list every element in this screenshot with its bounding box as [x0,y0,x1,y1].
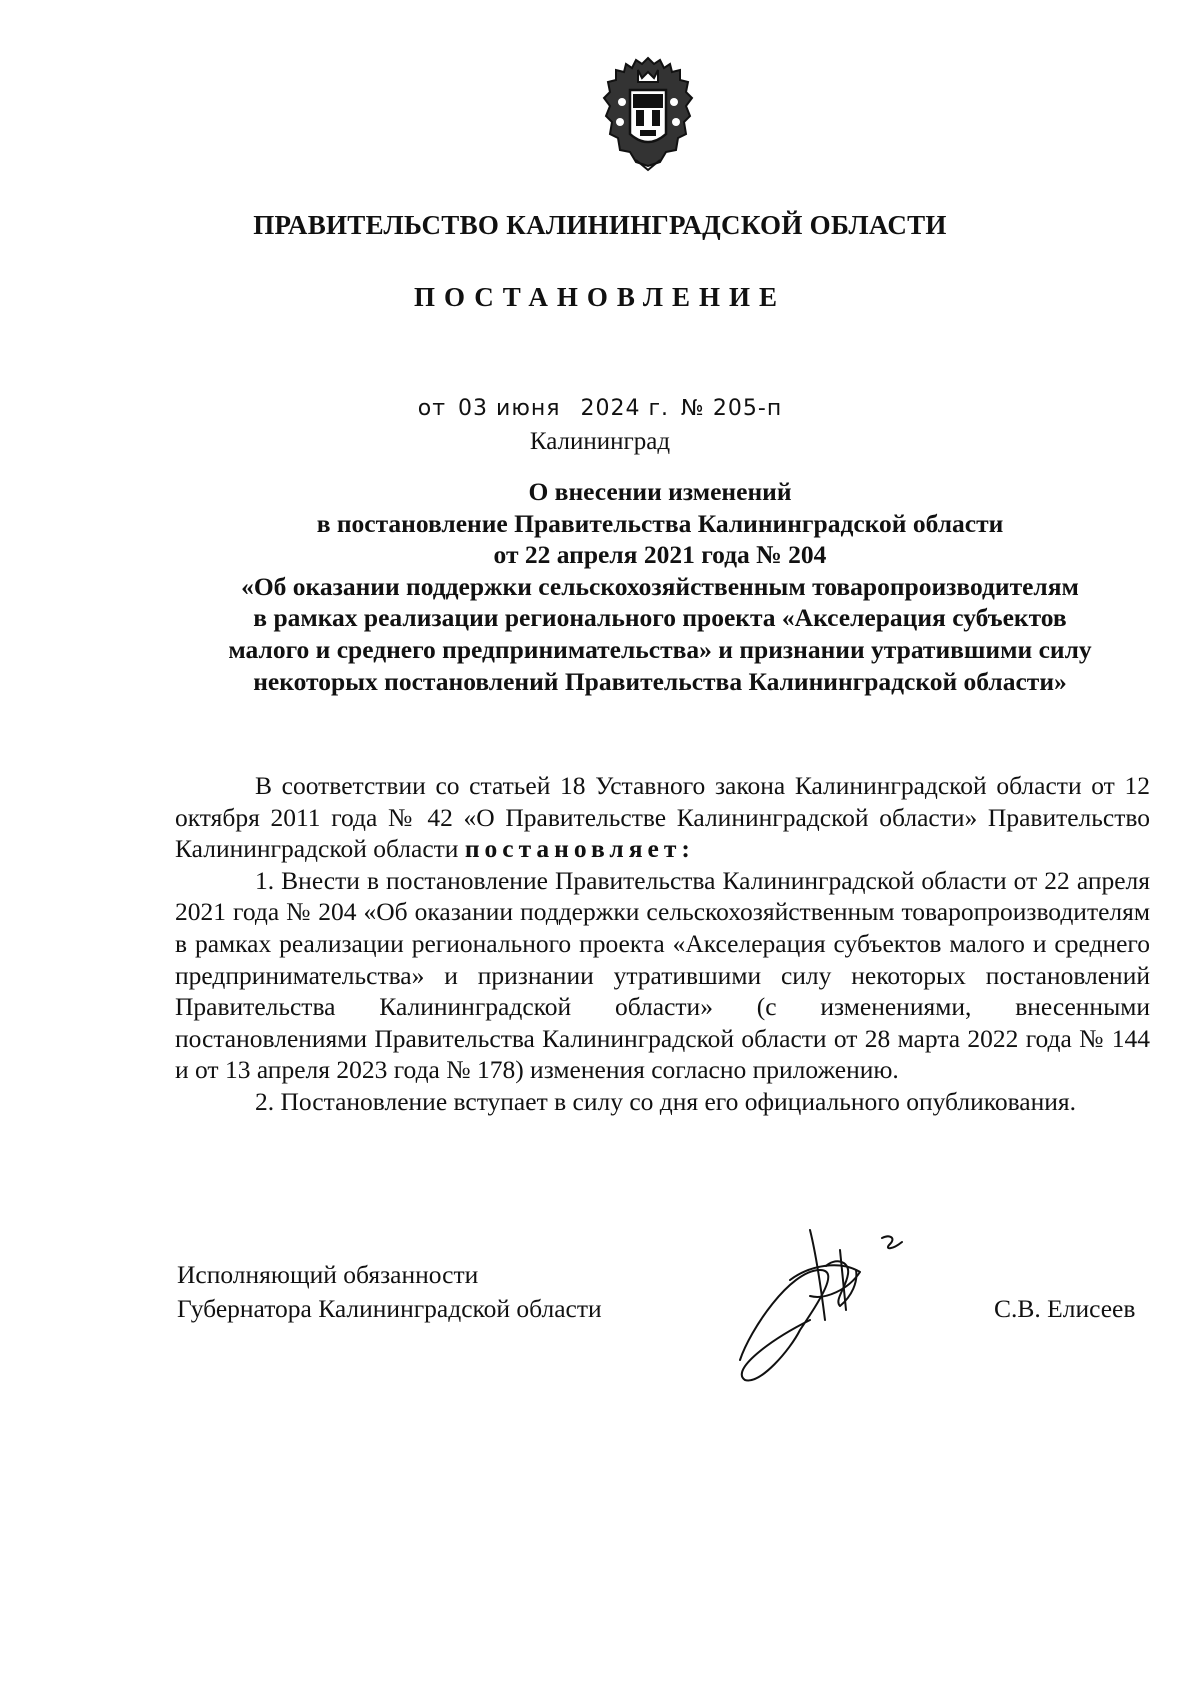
resolves-word: постановляет: [464,834,695,864]
handwritten-signature-icon [730,1210,1000,1390]
government-title: ПРАВИТЕЛЬСТВО КАЛИНИНГРАДСКОЙ ОБЛАСТИ [253,210,947,240]
document-meta [0,393,1200,459]
date-prefix: от [417,396,447,421]
signatory-title [177,1258,602,1326]
intro-text: В соответствии со статьей 18 Уставного закона Калининградской области от 12 октября 2011 года № 42 «О Правительстве Калининградской области» Правительство Калининградской области [175,771,1150,864]
document-year: 2024 г. [580,396,670,421]
item-1-paragraph: 1. Внести в постановление Правительства Калининградской области от 22 апреля 2021 года № 204 «Об оказании поддержки сельскохозяйственным товаропроизводителям в рамках реализации регионального проекта «Акселерация субъектов малого и среднего предпринимательства» и признании утратившими силу некоторых постановлений Правительства Калининградской области» (с изменениями, внесенными постановлениями Правительства Калининградской области от 28 марта 2022 года № 144 и от 13 апреля 2023 года № 178) изменения согласно приложению. [175,865,1150,1085]
subject-line: в постановление Правительства Калининградской области [316,508,1004,538]
subject-line: от 22 апреля 2021 года № 204 [493,540,827,570]
coat-of-arms-icon [600,56,696,174]
document-number: № 205-п [681,396,783,421]
document-date: 03 июня [458,396,561,421]
subject-line: О внесении изменений [528,477,792,506]
document-type: ПОСТАНОВЛЕНИЕ [413,282,787,312]
subject-line: «Об оказании поддержки сельскохозяйственным товаропроизводителям [241,571,1079,601]
signatory-name: С.В. Елисеев [994,1294,1136,1323]
subject-line: малого и среднего предпринимательства» и признании утратившими силу [228,634,1092,664]
date-line [0,393,1200,425]
intro-paragraph [175,770,1150,865]
subject-line: некоторых постановлений Правительства Калининградской области» [253,666,1067,696]
signatory-title-line: Губернатора Калининградской области [177,1294,602,1323]
document-body [175,770,1150,1118]
subject-line: в рамках реализации регионального проекта «Акселерация субъектов [253,603,1067,633]
item-2-paragraph: 2. Постановление вступает в силу со дня его официального опубликования. [255,1086,1076,1116]
signatory-title-line: Исполняющий обязанности [177,1260,479,1289]
document-city: Калининград [529,428,671,455]
document-subject [170,476,1150,697]
